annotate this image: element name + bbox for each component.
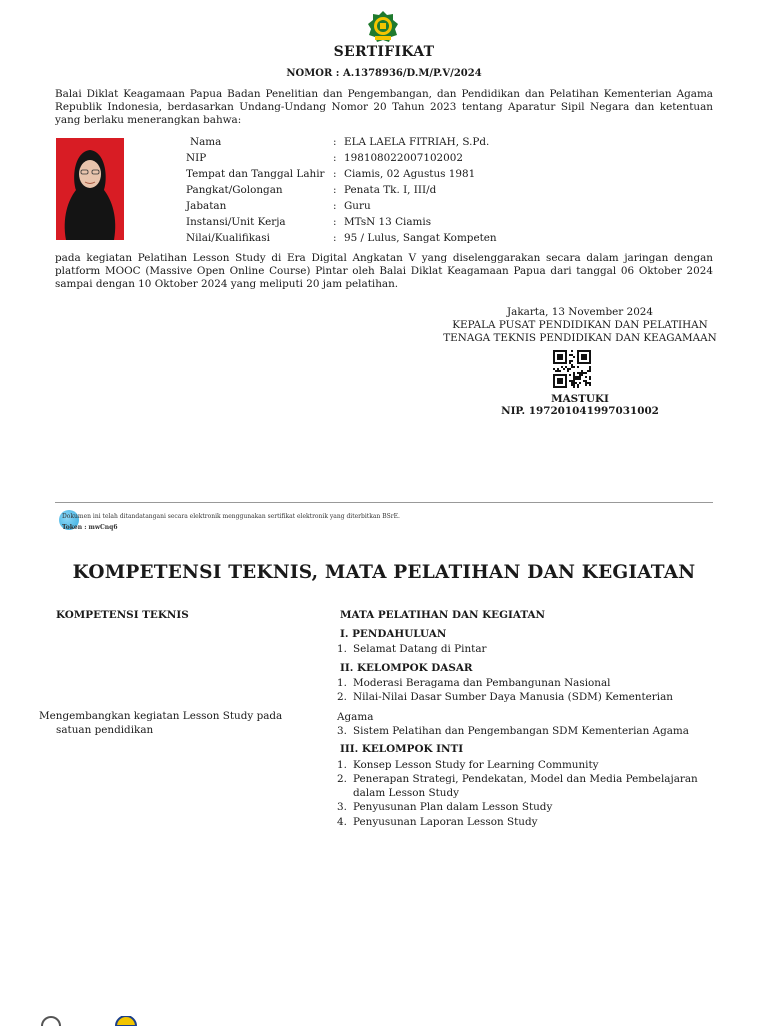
- identity-table: [186, 134, 586, 246]
- qr-code: [553, 350, 591, 388]
- identity-colon: :: [333, 152, 337, 164]
- section-title: I. PENDAHULUAN: [340, 628, 447, 640]
- esign-note: Dokumen ini telah ditandatangani secara elektronik menggunakan sertifikat elektronik yang diterbitkan BSrE.: [62, 513, 400, 520]
- list-item: 1. Konsep Lesson Study for Learning Community: [337, 759, 599, 771]
- verification-token: Token : mwCnq6: [62, 524, 118, 531]
- identity-colon: :: [333, 184, 337, 196]
- identity-value: 198108022007102002: [344, 152, 463, 164]
- identity-colon: :: [333, 232, 337, 244]
- identity-colon: :: [333, 136, 337, 148]
- competency-column-header: KOMPETENSI TEKNIS: [56, 609, 189, 621]
- identity-value: ELA LAELA FITRIAH, S.Pd.: [344, 136, 490, 148]
- identity-value: Penata Tk. I, III/d: [344, 184, 437, 196]
- list-item: 1. Selamat Datang di Pintar: [337, 643, 487, 655]
- identity-row: [186, 166, 497, 182]
- list-item: 4. Penyusunan Laporan Lesson Study: [337, 816, 538, 828]
- identity-label: Nilai/Kualifikasi: [186, 232, 270, 244]
- institution-seal-icon: [115, 1016, 137, 1026]
- intro-paragraph: Balai Diklat Keagamaan Papua Badan Penelitian dan Pengembangan, dan Pendidikan dan Pelatihan Kementerian Agama Republik Indonesia, berdasarkan Undang-Undang Nomor 20 Tahun 2023 tentang Aparatur Sipil Negara dan ketentuan yang berlaku menerangkan bahwa:: [55, 88, 713, 126]
- identity-value: Ciamis, 02 Agustus 1981: [344, 168, 476, 180]
- list-item: 2. Penerapan Strategi, Pendekatan, Model dan Media Pembelajaran: [337, 773, 698, 785]
- identity-row: [186, 214, 497, 230]
- identity-value: Guru: [344, 200, 371, 212]
- kemenag-logo: [366, 10, 400, 44]
- certificate-number: NOMOR : A.1378936/D.M/P.V/2024: [286, 68, 482, 79]
- identity-label: Jabatan: [186, 200, 227, 212]
- signer-name: MASTUKI: [551, 393, 609, 405]
- identity-colon: :: [333, 168, 337, 180]
- identity-row: [186, 134, 497, 150]
- section-title: III. KELOMPOK INTI: [340, 743, 464, 755]
- identity-row: [186, 230, 497, 246]
- identity-label: Instansi/Unit Kerja: [186, 216, 286, 228]
- partner-logo-icon: [40, 1016, 62, 1026]
- identity-label: Nama: [190, 136, 222, 148]
- list-item: 3. Sistem Pelatihan dan Pengembangan SDM Kementerian Agama: [337, 725, 689, 737]
- competency-line1: Mengembangkan kegiatan Lesson Study pada: [39, 710, 283, 722]
- identity-colon: :: [333, 216, 337, 228]
- competency-title: KOMPETENSI TEKNIS, MATA PELATIHAN DAN KEGIATAN: [72, 562, 696, 583]
- identity-row: [186, 182, 497, 198]
- sign-place-date: Jakarta, 13 November 2024: [506, 306, 654, 318]
- list-item: 2. Nilai-Nilai Dasar Sumber Daya Manusia (SDM) Kementerian: [337, 691, 673, 703]
- competency-line2: satuan pendidikan: [56, 724, 154, 736]
- participant-photo: [56, 138, 124, 240]
- identity-value: MTsN 13 Ciamis: [344, 216, 432, 228]
- identity-colon: :: [333, 200, 337, 212]
- signer-nip: NIP. 197201041997031002: [501, 405, 659, 417]
- identity-value: 95 / Lulus, Sangat Kompeten: [344, 232, 497, 244]
- list-item-continuation: Agama: [337, 711, 374, 723]
- sign-position-line2: TENAGA TEKNIS PENDIDIKAN DAN KEAGAMAAN: [443, 332, 717, 344]
- identity-row: [186, 150, 497, 166]
- identity-label: Pangkat/Golongan: [186, 184, 283, 196]
- identity-label: NIP: [186, 152, 207, 164]
- training-column-header: MATA PELATIHAN DAN KEGIATAN: [340, 609, 546, 621]
- list-item-continuation: dalam Lesson Study: [353, 787, 459, 799]
- identity-label: Tempat dan Tanggal Lahir: [186, 168, 325, 180]
- identity-row: [186, 198, 497, 214]
- section-title: II. KELOMPOK DASAR: [340, 662, 473, 674]
- sign-position-line1: KEPALA PUSAT PENDIDIKAN DAN PELATIHAN: [452, 319, 708, 331]
- footer-divider: [55, 502, 713, 503]
- list-item: 1. Moderasi Beragama dan Pembangunan Nasional: [337, 677, 611, 689]
- training-description: pada kegiatan Pelatihan Lesson Study di Era Digital Angkatan V yang diselenggarakan secara dalam jaringan dengan platform MOOC (Massive Open Online Course) Pintar oleh Balai Diklat Keagamaan Papua dari tanggal 06 Oktober 2024 sampai dengan 10 Oktober 2024 yang meliputi 20 jam pelatihan.: [55, 252, 713, 290]
- list-item: 3. Penyusunan Plan dalam Lesson Study: [337, 801, 553, 813]
- certificate-title: SERTIFIKAT: [333, 44, 435, 60]
